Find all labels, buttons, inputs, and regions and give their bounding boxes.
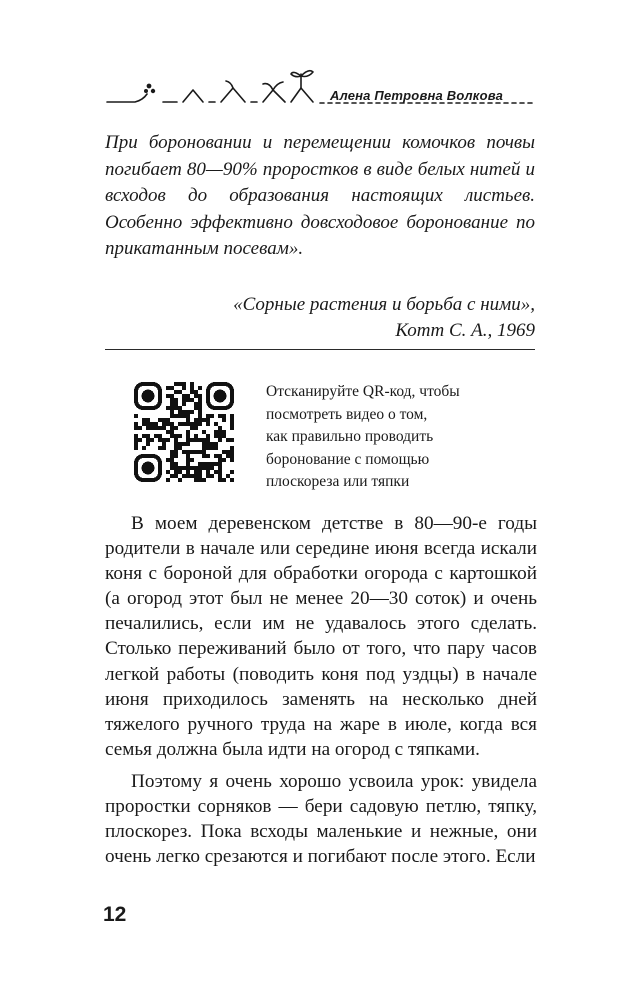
sprout-growth-stages-icon	[105, 62, 535, 112]
qr-caption-line: плоскореза или тяпки	[266, 473, 410, 490]
qr-caption	[266, 381, 536, 494]
qr-code-icon[interactable]	[134, 382, 234, 482]
quote-source	[105, 292, 535, 344]
page-number: 12	[103, 903, 127, 926]
qr-caption-line: Отсканируйте QR-код, чтобы	[266, 383, 460, 400]
qr-caption-line: посмотреть видео о том,	[266, 405, 428, 423]
quote-source-title: «Сорные растения и борьба с ними»,	[233, 294, 535, 315]
paragraph: В моем деревенском детстве в 80—90-е годы родители в начале или середине июня всегда искали коня с бороной для обработки огорода с картошкой (а огород этот был не менее 20—30 соток) и очень печалились, если им не удавалось этого сделать. Столько переживаний было от того, что пару часов легкой работы (поводить коня под уздцы) в начале июня приходилось заменять на несколько дней тяжелого ручного труда на жаре в июле, когда вся семья должна была идти на огород с тяпками.	[105, 513, 537, 760]
body-text	[105, 511, 537, 869]
epigraph-quote: При бороновании и перемещении комочков почвы погибает 80—90% проростков в виде белых нитей и всходов до образования настоящих листьев. Особенно эффективно довсходовое боронование по прикатанным посевам».	[105, 132, 535, 259]
qr-caption-line: как правильно проводить	[266, 428, 434, 445]
qr-caption-line: боронование с помощью	[266, 450, 430, 468]
paragraph: Поэтому я очень хорошо усвоила урок: увидела проростки сорняков — бери садовую петлю, тяпку, плоскорез. Пока всходы маленькие и нежные, они очень легко срезаются и погибают после этого. Если	[105, 770, 537, 868]
quote-source-author: Котт С. А., 1969	[395, 320, 535, 341]
divider	[105, 349, 535, 350]
running-header	[105, 62, 535, 112]
author-name: Алена Петровна Волкова	[330, 88, 504, 103]
